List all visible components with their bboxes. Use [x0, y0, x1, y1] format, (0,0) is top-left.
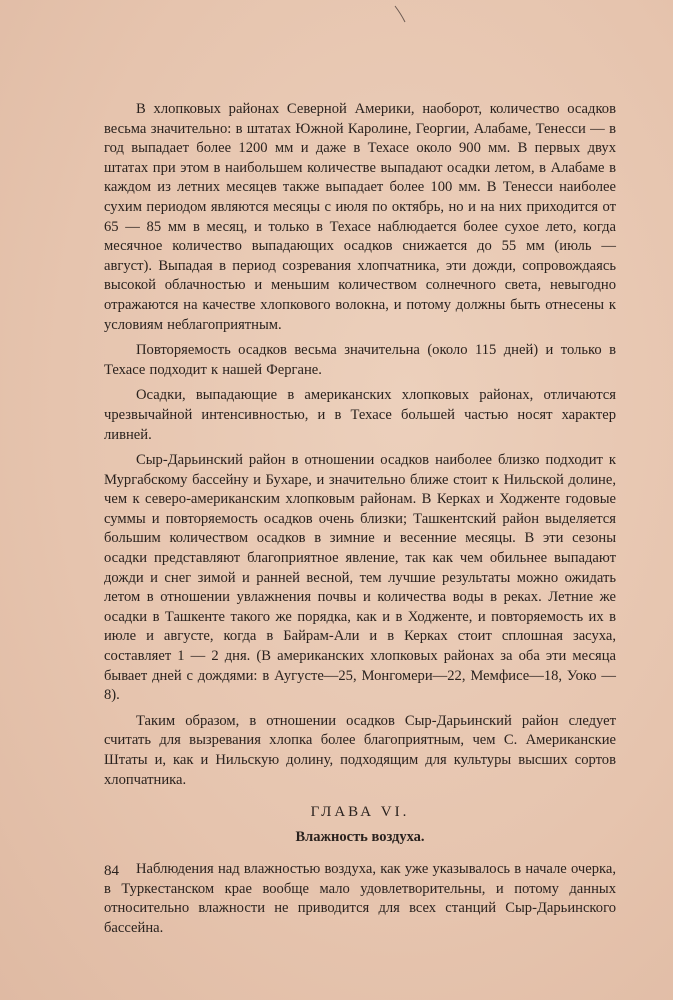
chapter-heading: ГЛАВА VI. — [310, 804, 410, 821]
paragraph: В хлопковых районах Северной Америки, наоборот, количество осадков весьма значительно: в штатах Южной Каролине, Георгии, Алабаме, Тенесси — в год выпадает более 1200 мм и даже в Техасе около 900 мм. В первых двух штатах при этом в наибольшем количестве выпадают осадки летом, в Алабаме в каждом из летних месяцев также выпадает более 100 мм. В Тенесси наиболее сухим периодом являются месяцы с июля по октябрь, но и на них приходится от 65 — 85 мм в месяц, и только в Техасе наблюдается более сухое лето, когда месячное количество выпадающих осадков снижается до 55 мм (июль — август). Выпадая в период созревания хлопчатника, эти дожди, сопровождаясь высокой облачностью и меньшим количеством солнечного света, невыгодно отражаются на качестве хлопкового волокна, и потому должны быть отнесены к условиям неблагоприятным. — [104, 101, 616, 333]
section-title: Влажность воздуха. — [295, 829, 425, 846]
page-number: 84 — [104, 863, 119, 879]
paragraph: Сыр-Дарьинский район в отношении осадков наиболее близко подходит к Мургабскому бассейну и Бухаре, и значительно ближе стоит к Нильской долине, чем к северо-американским хлопковым районам. В Керках и Ходженте годовые суммы и повторяемость осадков очень близки; Ташкентский район выделяется большим количеством осадков в зимние и весенние месяцы. В эти сезоны осадки представляют благоприятное явление, так как чем обильнее выпадают дожди и снег зимой и ранней весной, тем лучшие результаты можно ожидать летом в отношении увлажнения почвы и количества воды в реках. Летние же осадки в Ташкенте такого же порядка, как и в Ходженте, и повторяемость их в июле и августе, когда в Байрам-Али и в Керках стоит сплошная засуха, составляет 1 — 2 дня. (В американских хлопковых районах за оба эти месяца бывает дней с дождями: в Аугусте—25, Монгомери—22, Мемфисе—18, Уоко — 8). — [104, 452, 616, 704]
pencil-mark — [393, 4, 409, 24]
paragraph: Осадки, выпадающие в американских хлопковых районах, отличаются чрезвычайной интенсивностью, и в Техасе большей частью носят характер ливней. — [104, 387, 616, 443]
paragraph: Наблюдения над влажностью воздуха, как уже указывалось в начале очерка, в Туркестанском крае вообще мало удовлетворительны, и потому данных относительно влажности не приводится для всех станций Сыр-Дарьинского бассейна. — [104, 861, 616, 936]
paragraph: Таким образом, в отношении осадков Сыр-Дарьинский район следует считать для вызревания хлопка более благоприятным, чем С. Американские Штаты и, как и Нильскую долину, подходящим для культуры высших сортов хлопчатника. — [104, 712, 616, 788]
paragraph: Повторяемость осадков весьма значительна (около 115 дней) и только в Техасе подходит к нашей Фергане. — [104, 342, 616, 378]
page-body — [104, 100, 616, 945]
